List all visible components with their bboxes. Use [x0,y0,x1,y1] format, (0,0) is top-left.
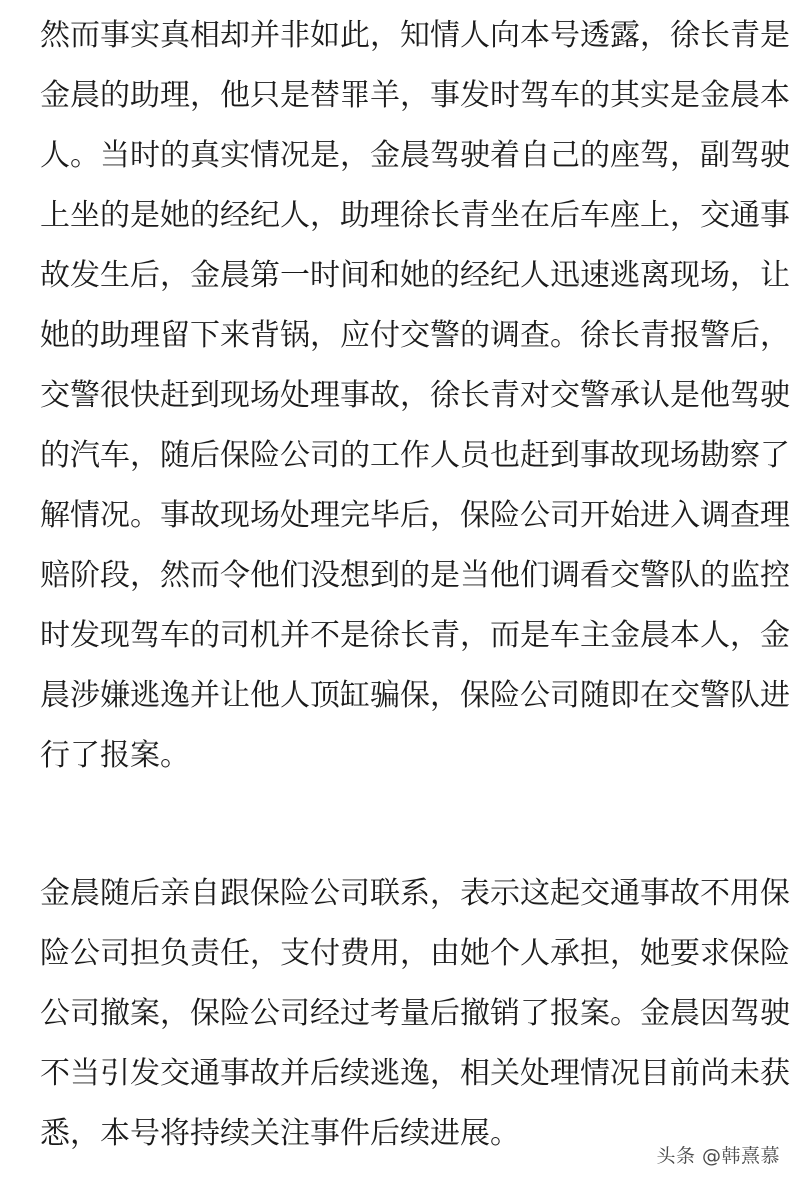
text-line: 险公司担负责任，支付费用，由她个人承担，她要求保险 [40,936,790,971]
text-line: 金晨随后亲自跟保险公司联系，表示这起交通事故不用保 [40,876,790,911]
text-line: 公司撤案，保险公司经过考量后撤销了报案。金晨因驾驶 [40,996,790,1031]
text-line: 行了报案。 [40,738,190,773]
text-line: 她的助理留下来背锅，应付交警的调查。徐长青报警后， [40,318,790,353]
text-line: 金晨的助理，他只是替罪羊，事发时驾车的其实是金晨本 [40,78,790,113]
text-line: 人。当时的真实情况是，金晨驾驶着自己的座驾，副驾驶 [40,138,790,173]
text-line: 不当引发交通事故并后续逃逸，相关处理情况目前尚未获 [40,1056,790,1091]
text-line: 解情况。事故现场处理完毕后，保险公司开始进入调查理 [40,498,790,533]
text-line: 然而事实真相却并非如此，知情人向本号透露，徐长青是 [40,18,790,53]
paragraph-1 [40,6,790,786]
article-body [40,6,790,1151]
source-watermark: 头条 @韩熹慕 [656,1145,780,1167]
text-line: 赔阶段，然而令他们没想到的是当他们调看交警队的监控 [40,558,790,593]
text-line: 故发生后，金晨第一时间和她的经纪人迅速逃离现场，让 [40,258,790,293]
text-line: 的汽车，随后保险公司的工作人员也赶到事故现场勘察了 [40,438,790,473]
text-line: 上坐的是她的经纪人，助理徐长青坐在后车座上，交通事 [40,198,790,233]
text-line: 晨涉嫌逃逸并让他人顶缸骗保，保险公司随即在交警队进 [40,678,790,713]
text-line: 交警很快赶到现场处理事故，徐长青对交警承认是他驾驶 [40,378,790,413]
text-line: 悉，本号将持续关注事件后续进展。 [40,1116,520,1151]
paragraph-2 [40,864,790,1164]
text-line: 时发现驾车的司机并不是徐长青，而是车主金晨本人，金 [40,618,790,653]
